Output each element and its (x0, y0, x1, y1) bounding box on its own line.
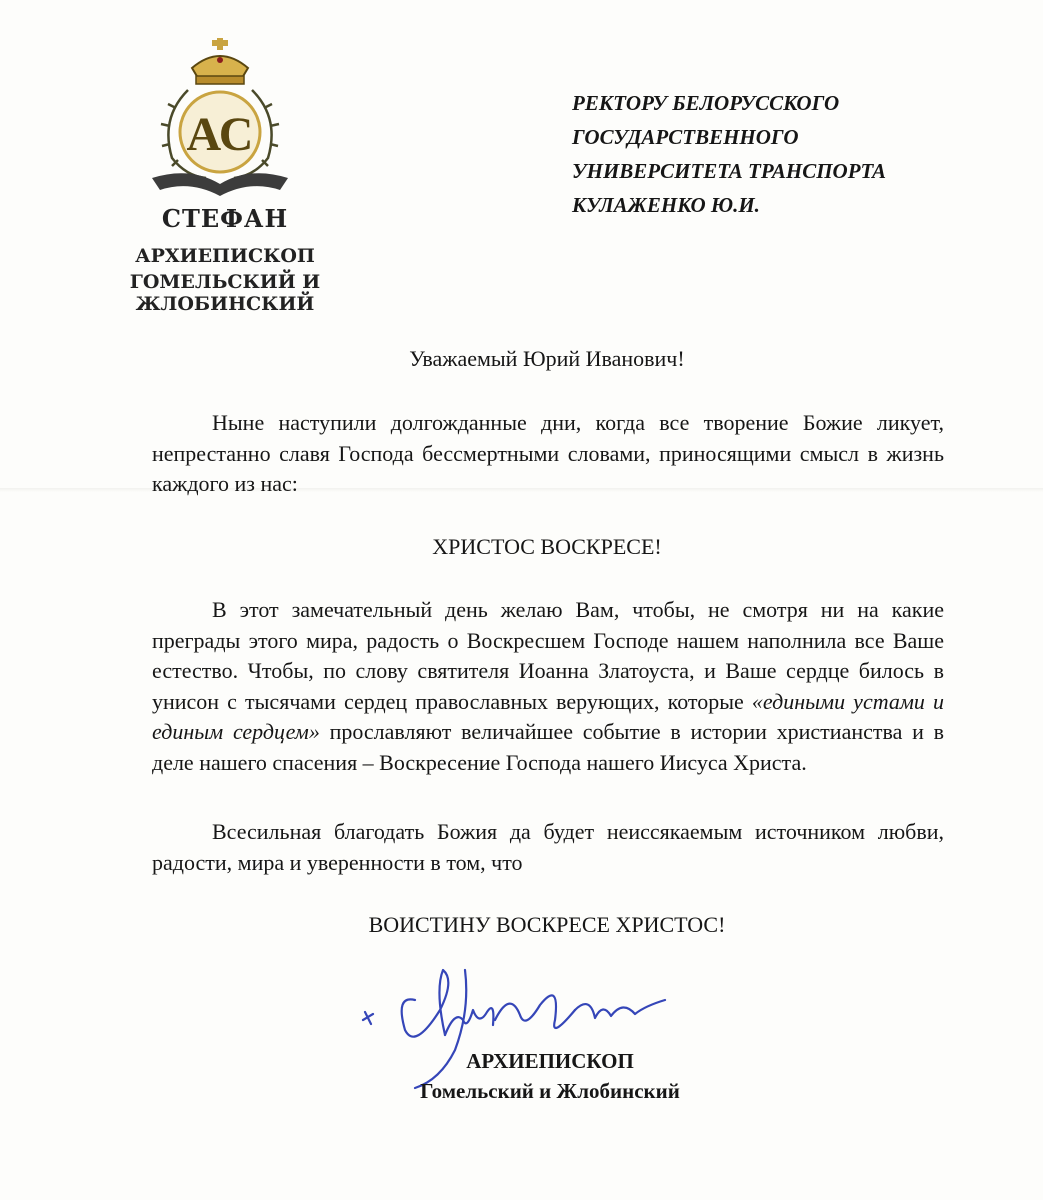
paragraph-2-text: В этот замечательный день желаю Вам, чтобы, не смотря ни на какие преграды этого мира, радость о Воскресшем Господе нашем наполнила все Ваше естество. Чтобы, по слову святителя Иоанна Златоуста, и Ваше сердце билось в унисон с тысячами сердец православных верующих, которые (152, 597, 944, 714)
letterhead-diocese: ГОМЕЛЬСКИЙ И ЖЛОБИНСКИЙ (129, 271, 321, 315)
paragraph-1-text: Ныне наступили долгожданные дни, когда все творение Божие ликует, непрестанно славя Господа бессмертными словами, приносящими смысл в жизнь каждого из нас: (152, 410, 944, 496)
salutation: Уважаемый Юрий Иванович! (409, 346, 685, 371)
recipient-line: ГОСУДАРСТВЕННОГО (572, 125, 799, 149)
paschal-greeting: ХРИСТОС ВОСКРЕСЕ! (432, 534, 662, 559)
signatory-title: АРХИЕПИСКОП (466, 1049, 634, 1073)
paragraph-3 (152, 817, 944, 878)
paschal-response: ВОИСТИНУ ВОСКРЕСЕ ХРИСТОС! (368, 912, 726, 937)
paragraph-3-text: Всесильная благодать Божия да будет неиссякаемым источником любви, радости, мира и уверенности в том, что (152, 819, 944, 875)
paragraph-1 (152, 408, 944, 500)
paragraph-2 (152, 595, 944, 778)
letterhead-name: СТЕФАН (161, 204, 289, 233)
monogram-text: АС (186, 108, 254, 161)
recipient-line: КУЛАЖЕНКО Ю.И. (572, 193, 760, 217)
recipient-line: УНИВЕРСИТЕТА ТРАНСПОРТА (572, 159, 887, 183)
letterhead-title: АРХИЕПИСКОП (135, 245, 315, 267)
ribbon-icon (152, 173, 288, 196)
recipient-line: РЕКТОРУ БЕЛОРУССКОГО (572, 91, 840, 115)
archbishop-emblem (130, 38, 310, 198)
paragraph-2-text-end: прославляют величайшее событие в истории христианства и в деле нашего спасения – Воскресение Господа нашего Иисуса Христа. (152, 719, 945, 775)
paragraph-2-quote: «едиными устами и единым сердцем» (152, 688, 945, 744)
crown-icon (192, 38, 248, 84)
signatory-see: Гомельский и Жлобинский (420, 1079, 680, 1103)
recipient-block (572, 86, 992, 222)
